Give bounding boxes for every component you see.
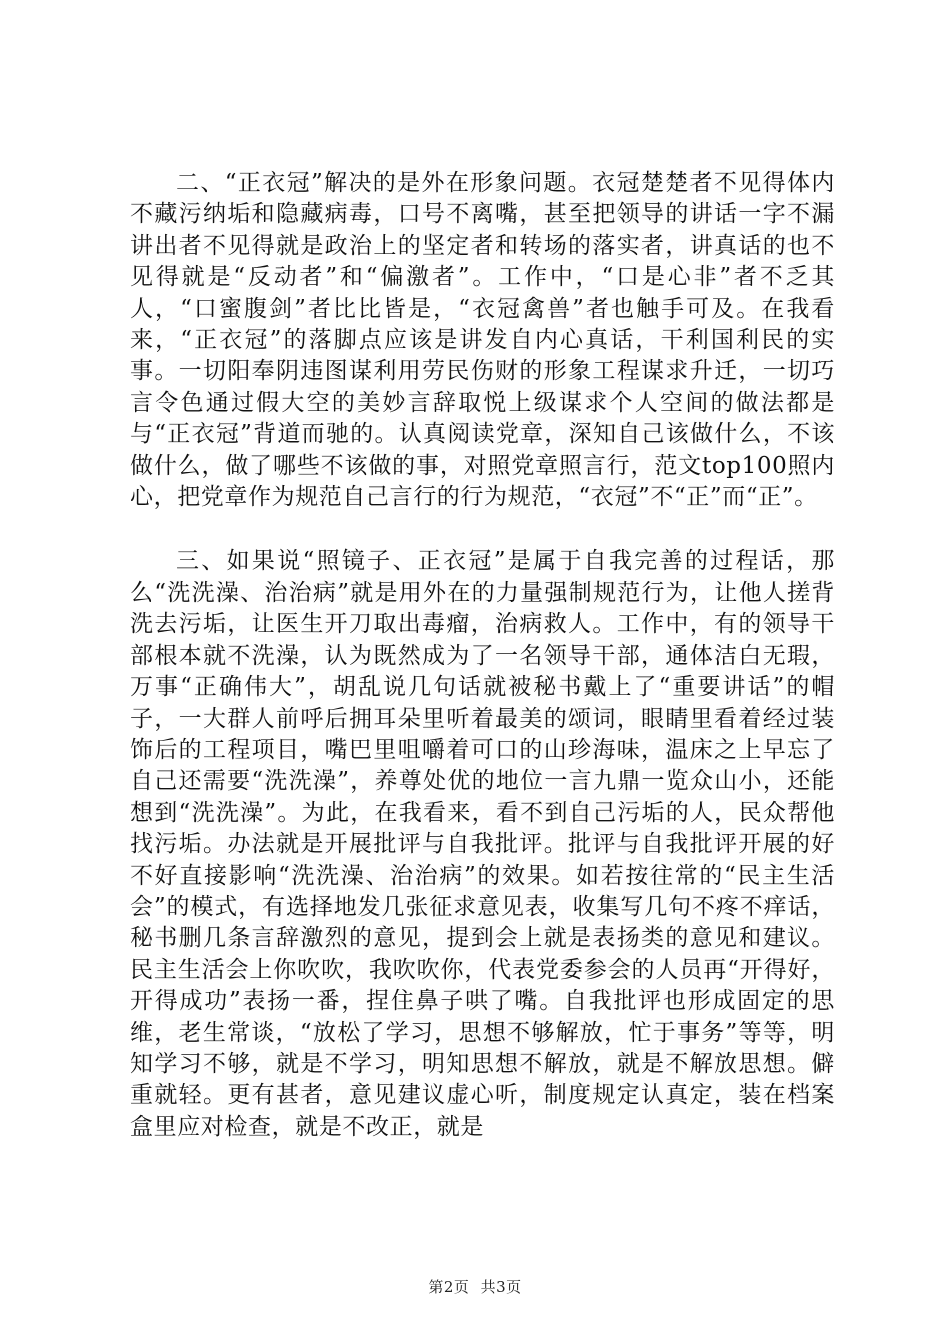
paragraph-spacer bbox=[130, 513, 835, 546]
page-total: 共3页 bbox=[480, 1278, 522, 1296]
paragraph-2: 二、“正衣冠”解决的是外在形象问题。衣冠楚楚者不见得体内不藏污纳垢和隐藏病毒，口号不离嘴，甚至把领导的讲话一字不漏讲出者不见得就是政治上的坚定者和转场的落实者，讲真话的也不见得就是“反动者”和“偏激者”。工作中，“口是心非”者不乏其人，“口蜜腹剑”者比比皆是，“衣冠禽兽”者也触手可及。在我看来，“正衣冠”的落脚点应该是讲发自内心真话，干利国利民的实事。一切阳奉阴违图谋利用劳民伤财的形象工程谋求升迁，一切巧言令色通过假大空的美妙言辞取悦上级谋求个人空间的做法都是与“正衣冠”背道而驰的。认真阅读党章，深知自己该做什么，不该做什么，做了哪些不该做的事，对照党章照言行，范文top100照内心，把党章作为规范自己言行的行为规范，“衣冠”不“正”而“正”。 bbox=[130, 170, 835, 511]
page-number: 第2页 bbox=[428, 1278, 470, 1296]
document-body bbox=[130, 168, 835, 1143]
page-footer bbox=[0, 1276, 950, 1297]
paragraph-3: 三、如果说“照镜子、正衣冠”是属于自我完善的过程话，那么“洗洗澡、治治病”就是用外在的力量强制规范行为，让他人搓背洗去污垢，让医生开刀取出毒瘤，治病救人。工作中，有的领导干部根本就不洗澡，认为既然成为了一名领导干部，通体洁白无瑕，万事“正确伟大”，胡乱说几句话就被秘书戴上了“重要讲话”的帽子，一大群人前呼后拥耳朵里听着最美的颂词，眼睛里看着经过装饰后的工程项目，嘴巴里咀嚼着可口的山珍海味，温床之上早忘了自己还需要“洗洗澡”，养尊处优的地位一言九鼎一览众山小，还能想到“洗洗澡”。为此，在我看来，看不到自己污垢的人，民众帮他找污垢。办法就是开展批评与自我批评。批评与自我批评开展的好不好直接影响“洗洗澡、治治病”的效果。如若按往常的“民主生活会”的模式，有选择地发几张征求意见表，收集写几句不疼不痒话，秘书删几条言辞激烈的意见，提到会上就是表扬类的意见和建议。民主生活会上你吹吹，我吹吹你，代表党委参会的人员再“开得好，开得成功”表扬一番，捏住鼻子哄了嘴。自我批评也形成固定的思维，老生常谈，“放松了学习，思想不够解放，忙于事务”等等，明知学习不够，就是不学习，明知思想不解放，就是不解放思想。僻重就轻。更有甚者，意见建议虚心听，制度规定认真定，装在档案盒里应对检查，就是不改正，就是 bbox=[130, 548, 835, 1140]
